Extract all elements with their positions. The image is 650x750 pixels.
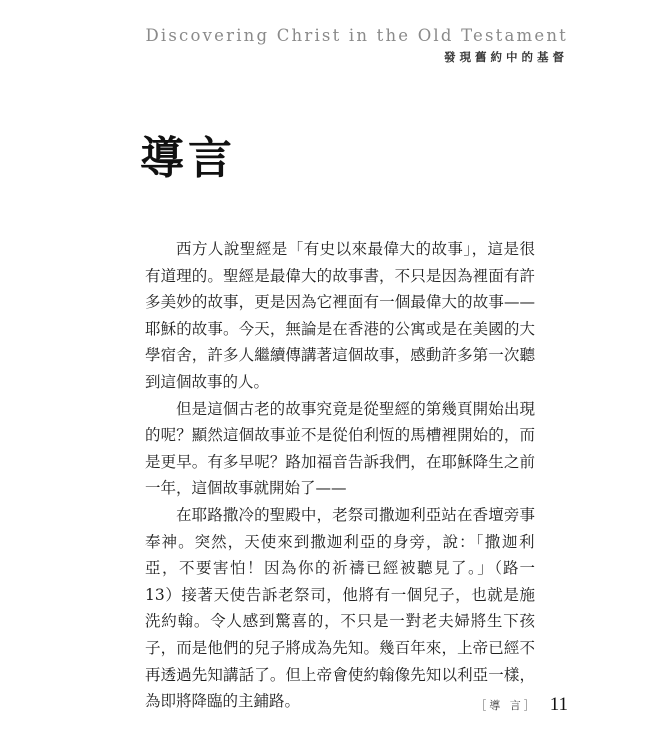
page-number: 11 [549,694,568,715]
paragraph-1: 西方人說聖經是「有史以來最偉大的故事」，這是很有道理的。聖經是最偉大的故事書，不只是因為裡面有許多美妙的故事，更是因為它裡面有一個最偉大的故事——耶穌的故事。今天，無論是在香港的公寓或是在美國的大學宿舍，許多人繼續傳講著這個故事，感動許多第一次聽到這個故事的人。 [145,240,535,391]
running-header-chinese: 發現舊約中的基督 [444,50,568,64]
body-text [145,236,535,715]
paragraph-3-text-start: 在耶路撒冷的聖殿中，老祭司撒迦利亞站在香壇旁事奉神。突然，天使來到撒迦利亞的身旁，說： [145,505,535,551]
chapter-title: 導言 [140,133,236,184]
page-footer [475,694,568,716]
running-header-english: Discovering Christ in the Old Testament [145,26,568,45]
paragraph-3 [145,502,535,715]
footer-chapter-label: ［導 言］ [475,699,538,712]
paragraph-3-text-end: （路一13）接著天使告訴老祭司，他將有一個兒子，也就是施洗約翰。令人感到驚喜的，不只是一對老夫婦將生下孩子，而是他們的兒子將成為先知。幾百年來，上帝已經不再透過先知講話了。但上帝會使約翰像先知以利亞一樣，為即將降臨的主鋪路。 [145,559,535,711]
scripture-quote: 「撒迦利亞，不要害怕！因為你的祈禱已經被聽見了。」 [145,532,535,578]
paragraph-2: 但是這個古老的故事究竟是從聖經的第幾頁開始出現的呢？顯然這個故事並不是從伯利恆的馬槽裡開始的，而是更早。有多早呢？路加福音告訴我們，在耶穌降生之前一年，這個故事就開始了—— [145,399,535,498]
